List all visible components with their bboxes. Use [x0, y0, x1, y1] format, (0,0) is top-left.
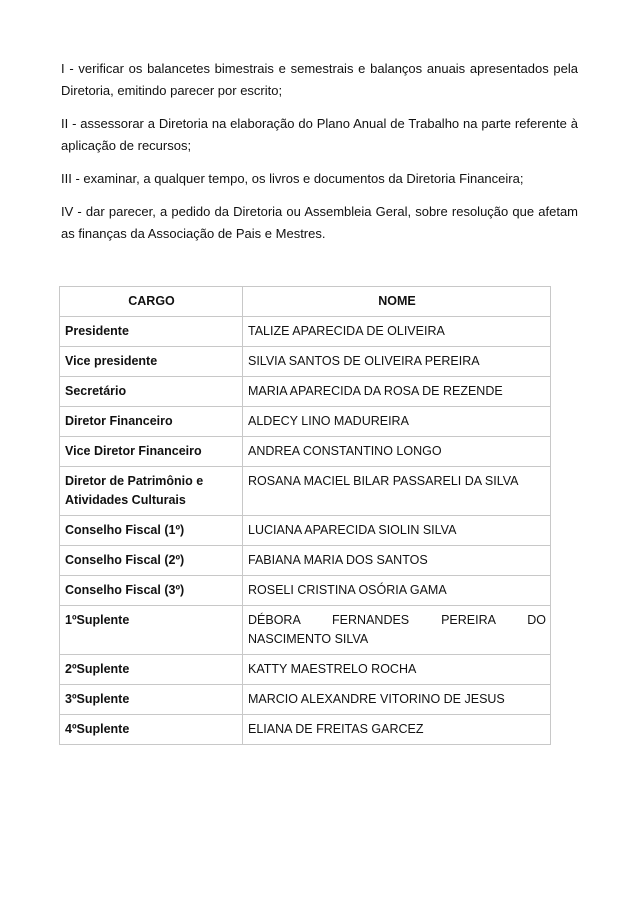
- table-row: [60, 606, 551, 655]
- nome-cell: MARCIO ALEXANDRE VITORINO DE JESUS: [243, 685, 551, 715]
- table-row: [60, 407, 551, 437]
- table-row: [60, 317, 551, 347]
- cargo-cell: 4ºSuplente: [60, 715, 243, 745]
- nome-cell: ALDECY LINO MADUREIRA: [243, 407, 551, 437]
- table-row: [60, 347, 551, 377]
- paragraph-item-2: II - assessorar a Diretoria na elaboração do Plano Anual de Trabalho na parte referente à aplicação de recursos;: [61, 116, 578, 153]
- table-row: [60, 377, 551, 407]
- table-body: [60, 317, 551, 745]
- table-row: [60, 546, 551, 576]
- table-header-row: [60, 287, 551, 317]
- column-header-nome: NOME: [243, 287, 551, 317]
- nome-cell: ROSELI CRISTINA OSÓRIA GAMA: [243, 576, 551, 606]
- cargo-cell: 1ºSuplente: [60, 606, 243, 655]
- nome-cell: TALIZE APARECIDA DE OLIVEIRA: [243, 317, 551, 347]
- table-row: [60, 655, 551, 685]
- nome-cell: ANDREA CONSTANTINO LONGO: [243, 437, 551, 467]
- cargo-cell: Presidente: [60, 317, 243, 347]
- cargo-cell: Conselho Fiscal (1º): [60, 516, 243, 546]
- table-row: [60, 516, 551, 546]
- table-row: [60, 576, 551, 606]
- cargo-cell: Secretário: [60, 377, 243, 407]
- nome-cell: SILVIA SANTOS DE OLIVEIRA PEREIRA: [243, 347, 551, 377]
- paragraph-item-4: IV - dar parecer, a pedido da Diretoria ou Assembleia Geral, sobre resolução que afetam as finanças da Associação de Pais e Mestres.: [61, 204, 578, 241]
- paragraph-list: [61, 58, 578, 256]
- nome-cell: MARIA APARECIDA DA ROSA DE REZENDE: [243, 377, 551, 407]
- officers-table: [59, 286, 551, 745]
- cargo-cell: 3ºSuplente: [60, 685, 243, 715]
- cargo-cell: Vice Diretor Financeiro: [60, 437, 243, 467]
- table-row: [60, 437, 551, 467]
- table-row: [60, 467, 551, 516]
- cargo-cell: 2ºSuplente: [60, 655, 243, 685]
- nome-cell: KATTY MAESTRELO ROCHA: [243, 655, 551, 685]
- cargo-cell: Conselho Fiscal (2º): [60, 546, 243, 576]
- nome-cell: DÉBORA FERNANDES PEREIRA DO NASCIMENTO SILVA: [243, 606, 551, 655]
- table-row: [60, 685, 551, 715]
- nome-cell: ROSANA MACIEL BILAR PASSARELI DA SILVA: [243, 467, 551, 516]
- cargo-cell: Diretor de Patrimônio e Atividades Culturais: [60, 467, 243, 516]
- cargo-cell: Vice presidente: [60, 347, 243, 377]
- cargo-cell: Conselho Fiscal (3º): [60, 576, 243, 606]
- paragraph-item-1: I - verificar os balancetes bimestrais e semestrais e balanços anuais apresentados pela Diretoria, emitindo parecer por escrito;: [61, 61, 578, 98]
- nome-cell: LUCIANA APARECIDA SIOLIN SILVA: [243, 516, 551, 546]
- nome-cell: ELIANA DE FREITAS GARCEZ: [243, 715, 551, 745]
- nome-cell: FABIANA MARIA DOS SANTOS: [243, 546, 551, 576]
- cargo-cell: Diretor Financeiro: [60, 407, 243, 437]
- table-row: [60, 715, 551, 745]
- paragraph-item-3: III - examinar, a qualquer tempo, os livros e documentos da Diretoria Financeira;: [61, 171, 524, 186]
- column-header-cargo: CARGO: [60, 287, 243, 317]
